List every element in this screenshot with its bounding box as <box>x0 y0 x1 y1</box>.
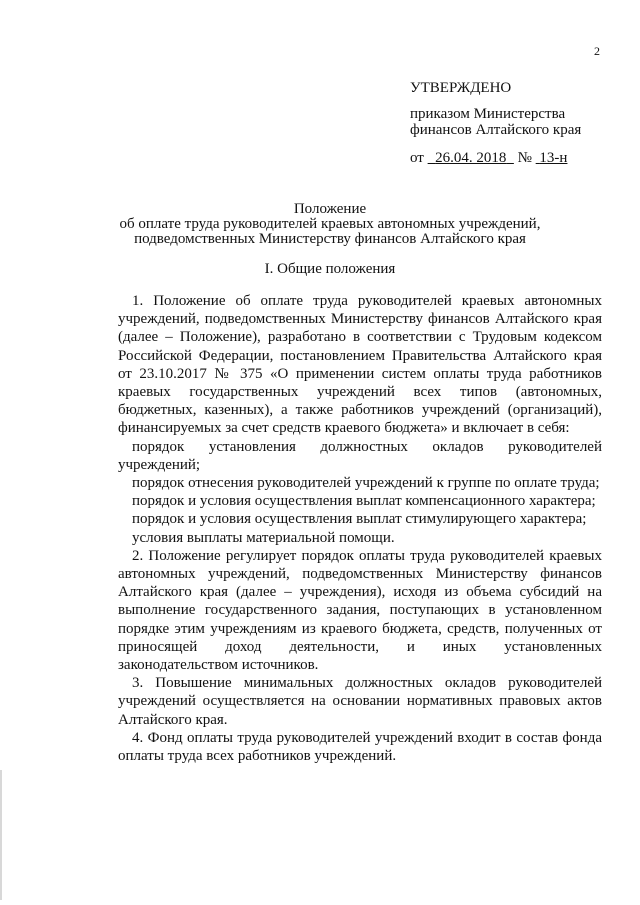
number-prefix: № <box>517 150 532 166</box>
order-date: 26.04. 2018 <box>435 150 507 166</box>
approval-heading: УТВЕРЖДЕНО <box>410 80 512 96</box>
approval-block <box>410 80 581 166</box>
title-line-2: об оплате труда руководителей краевых автономных учреждений, <box>119 216 541 232</box>
page-number: 2 <box>594 44 600 58</box>
paragraph-4: 4. Фонд оплаты труда руководителей учреждений входит в состав фонда оплаты труда всех работников учреждений. <box>118 729 602 765</box>
paragraph-3: 3. Повышение минимальных должностных окладов руководителей учреждений осуществляется на основании нормативных правовых актов Алтайского края. <box>118 675 602 728</box>
list-item: порядок и условия осуществления выплат стимулирующего характера; <box>132 511 587 528</box>
approval-line-1: приказом Министерства <box>410 106 566 122</box>
date-prefix: от <box>410 150 424 166</box>
title-line-1: Положение <box>293 201 367 217</box>
document-title <box>60 202 600 247</box>
title-line-3: подведомственных Министерству финансов Алтайского края <box>134 231 526 247</box>
scan-edge-mark <box>0 770 2 900</box>
order-number: 13-н <box>539 150 568 166</box>
section-heading: I. Общие положения <box>264 261 396 277</box>
list-item: условия выплаты материальной помощи. <box>132 529 395 546</box>
paragraph-2: 2. Положение регулирует порядок оплаты труда руководителей краевых автономных учреждений, подведомственных Министерству финансов Алтайского края (далее – учреждения), исходя из объема субсидий на выполнение государственного задания, поступающих в установленном порядке этим учреждениям из краевого бюджета, средств, полученных от приносящей доход деятельности, и иных установленных законодательством источников. <box>118 547 602 674</box>
document-body <box>118 292 602 765</box>
paragraph-1: 1. Положение об оплате труда руководителей краевых автономных учреждений, подведомственных Министерству финансов Алтайского края (далее – Положение), разработано в соответствии с Трудовым кодексом Российской Федерации, постановлением Правительства Алтайского края от 23.10.2017 № 375 «О применении систем оплаты труда работников краевых государственных учреждений всех типов (автономных, бюджетных, казенных), а также работников учреждений (организаций), финансируемых за счет средств краевого бюджета» и включает в себя: <box>118 293 602 437</box>
approval-date-line <box>410 150 581 166</box>
approval-line-2: финансов Алтайского края <box>410 122 582 138</box>
list-item: порядок отнесения руководителей учреждений к группе по оплате труда; <box>132 475 600 492</box>
list-item: порядок и условия осуществления выплат компенсационного характера; <box>132 493 596 510</box>
list-item: порядок установления должностных окладов руководителей учреждений; <box>118 438 602 473</box>
